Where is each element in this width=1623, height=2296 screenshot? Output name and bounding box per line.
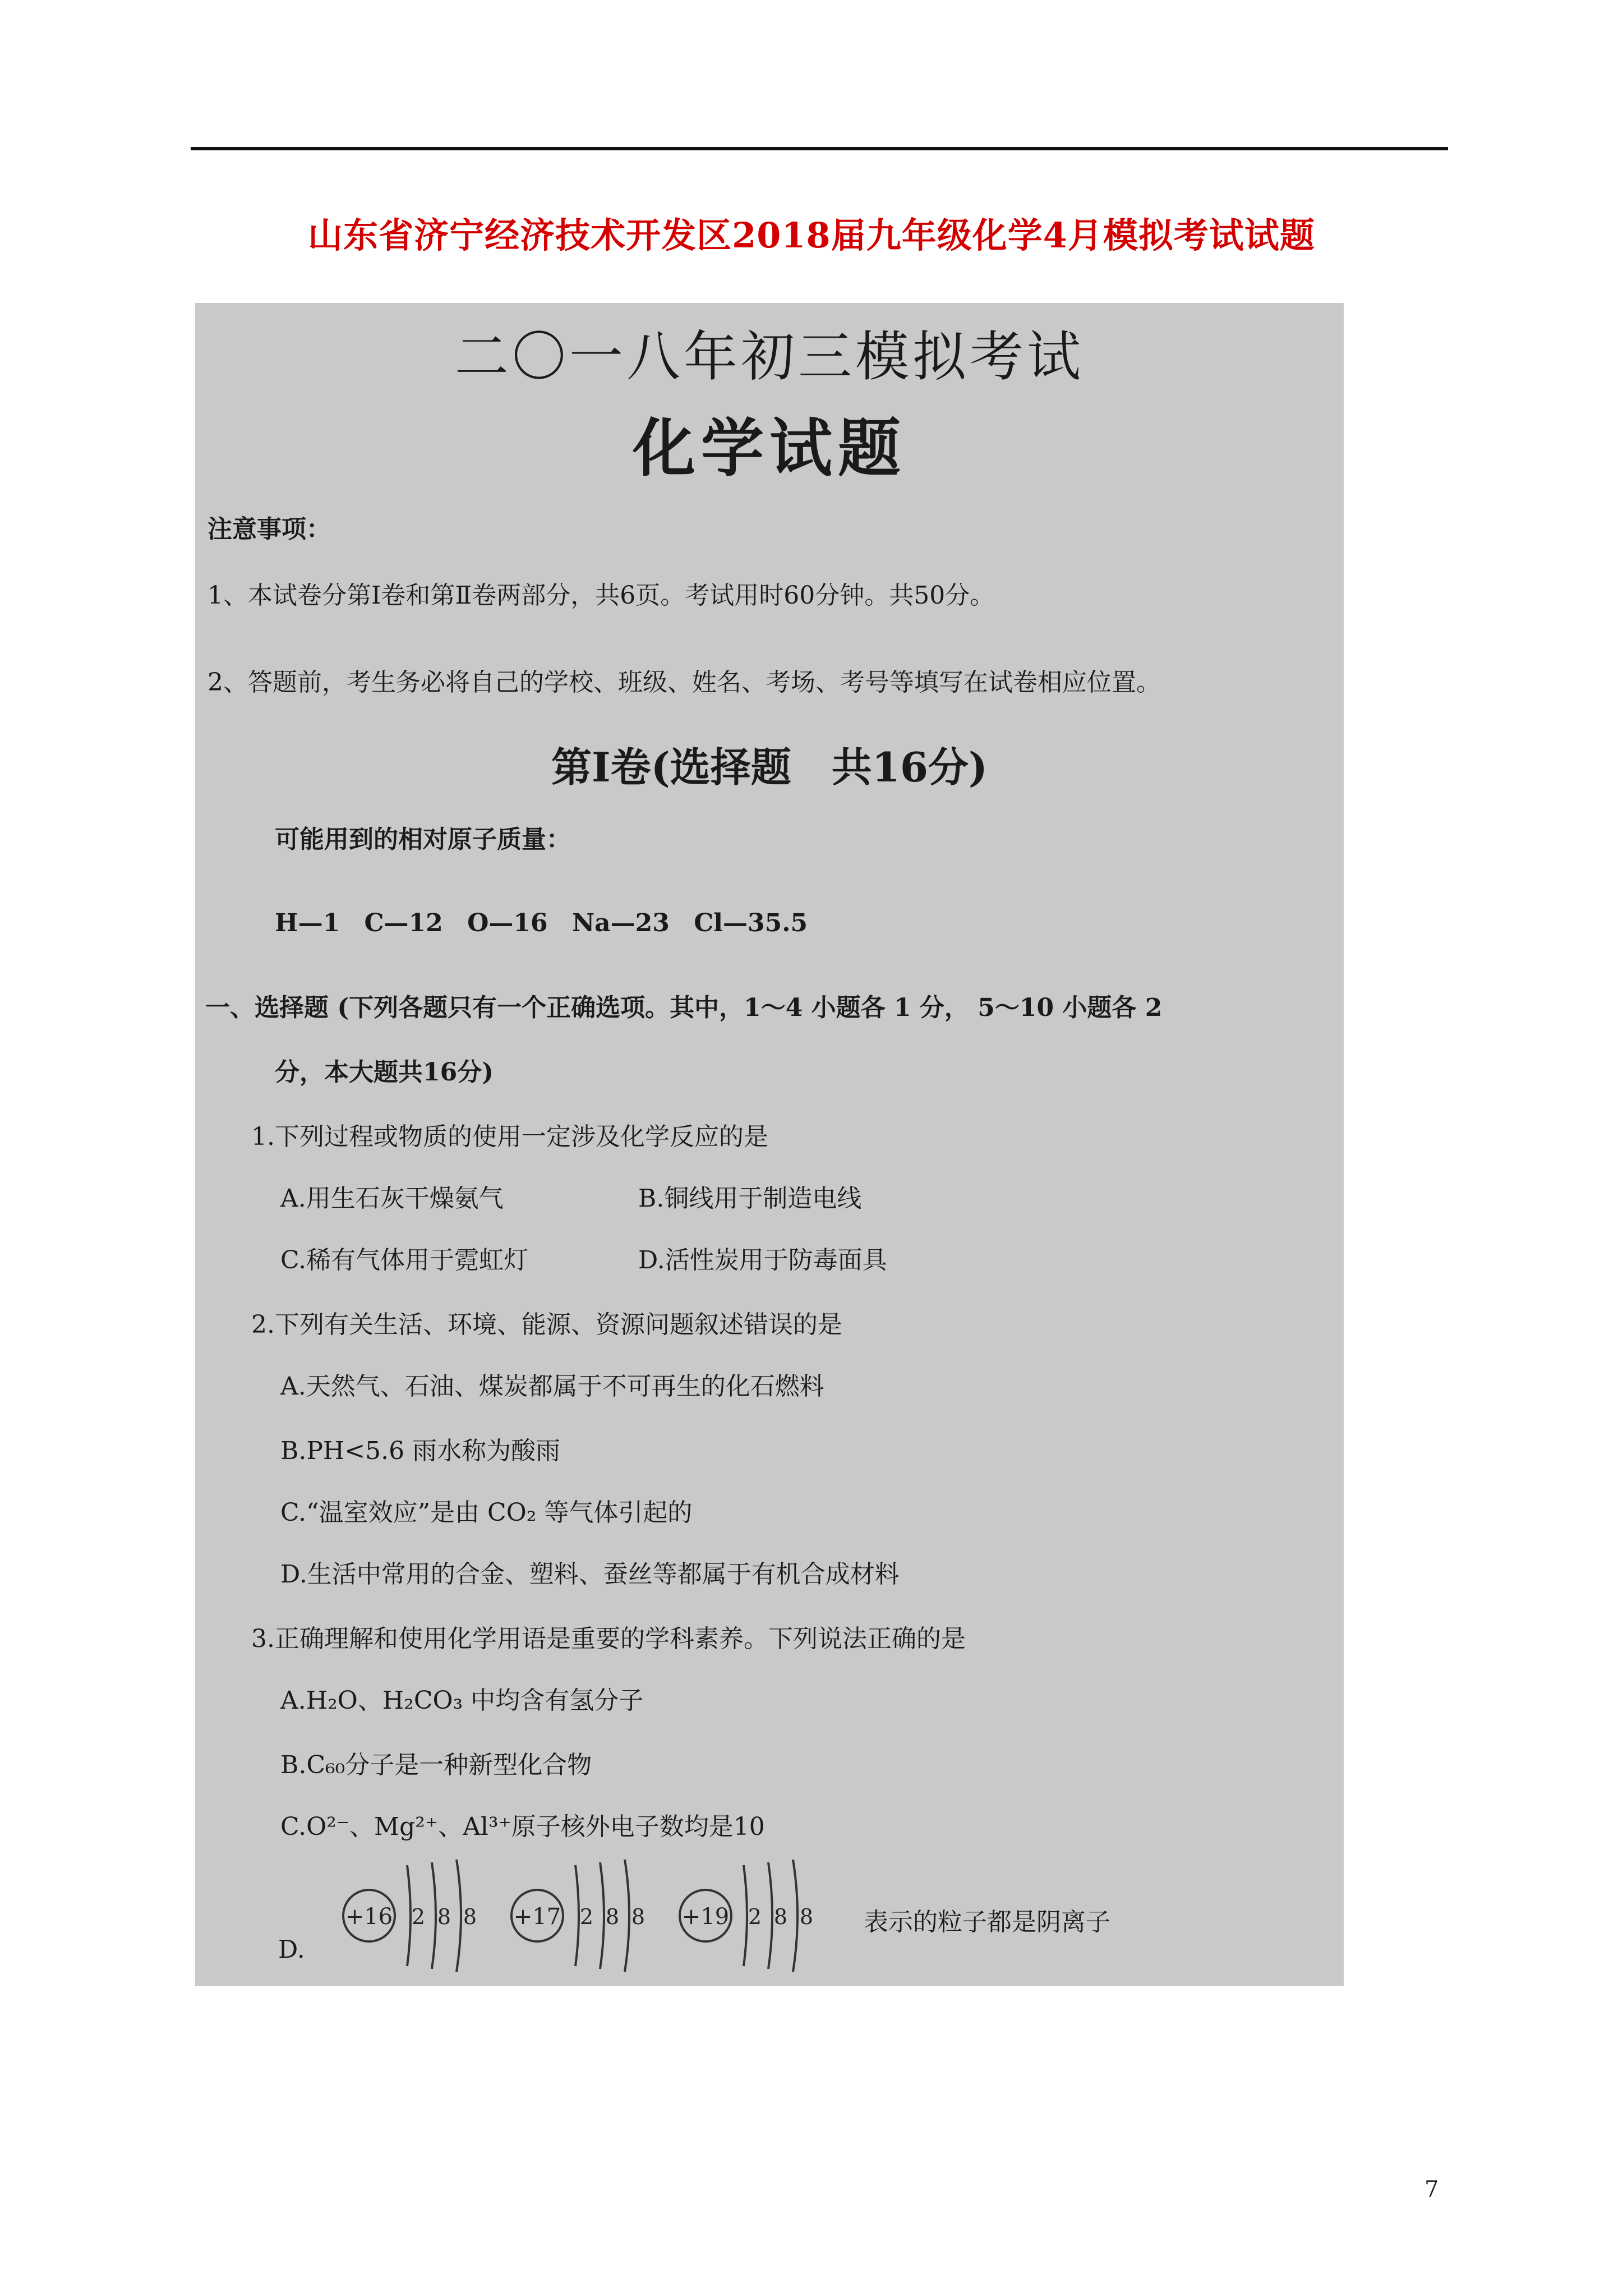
page-header-title: 山东省济宁经济技术开发区2018届九年级化学4月模拟考试试题: [308, 215, 1315, 256]
ion-diagram-2: [511, 1860, 645, 1972]
ion-2-shell-1: 2: [579, 1904, 594, 1929]
ion-2-shell-2: 8: [605, 1904, 620, 1929]
question-1-stem: 1.下列过程或物质的使用一定涉及化学反应的是: [251, 1122, 768, 1151]
ion-structure-diagrams: [335, 1843, 868, 1986]
ion-3-shell-2: 8: [773, 1904, 788, 1929]
question-3-stem: 3.正确理解和使用化学用语是重要的学科素养。下列说法正确的是: [251, 1625, 966, 1653]
ion-1-nucleus: +16: [345, 1904, 393, 1930]
exam-title-subject: 化学试题: [633, 412, 906, 485]
question-2-option-b: B.PH<5.6 雨水称为酸雨: [280, 1437, 561, 1465]
ion-diagram-1: [343, 1860, 477, 1972]
question-2-option-c: C.“温室效应”是由 CO₂ 等气体引起的: [280, 1498, 693, 1527]
ion-1-shell-1: 2: [411, 1904, 426, 1929]
ion-3-shell-3: 8: [799, 1904, 814, 1929]
ion-1-shell-2: 8: [437, 1904, 451, 1929]
part-one-title: 第Ⅰ卷(选择题 共16分): [551, 743, 988, 791]
ion-3-nucleus: +19: [681, 1904, 730, 1930]
question-1-option-a: A.用生石灰干燥氨气: [280, 1184, 504, 1213]
ion-2-nucleus: +17: [513, 1904, 561, 1930]
question-3-option-a: A.H₂O、H₂CO₃ 中均含有氢分子: [280, 1686, 644, 1715]
question-3-option-c: C.O²⁻、Mg²⁺、Al³⁺原子核外电子数均是10: [280, 1812, 765, 1841]
header-rule: [191, 147, 1448, 150]
page-number: 7: [1424, 2177, 1439, 2202]
ion-diagram-3: [680, 1860, 813, 1972]
question-3-option-d-label: D.: [278, 1935, 305, 1964]
question-3-option-b: B.C₆₀分子是一种新型化合物: [280, 1751, 592, 1779]
question-2-option-d: D.生活中常用的合金、塑料、蚕丝等都属于有机合成材料: [280, 1560, 900, 1589]
ion-2-shell-3: 8: [631, 1904, 645, 1929]
atomic-mass-values: H—1 C—12 O—16 Na—23 Cl—35.5: [275, 909, 808, 937]
question-2-stem: 2.下列有关生活、环境、能源、资源问题叙述错误的是: [251, 1310, 842, 1339]
question-1-option-c: C.稀有气体用于霓虹灯: [280, 1246, 529, 1274]
notice-heading: 注意事项：: [208, 515, 331, 544]
notice-item-2: 2、答题前，考生务必将自己的学校、班级、姓名、考场、考号等填写在试卷相应位置。: [208, 668, 1161, 697]
question-2-option-a: A.天然气、石油、煤炭都属于不可再生的化石燃料: [280, 1372, 824, 1401]
notice-item-1: 1、本试卷分第Ⅰ卷和第Ⅱ卷两部分，共6页。考试用时60分钟。共50分。: [208, 581, 995, 610]
question-1-option-b: B.铜线用于制造电线: [638, 1184, 862, 1213]
ion-1-shell-3: 8: [463, 1904, 477, 1929]
atomic-mass-label: 可能用到的相对原子质量：: [275, 825, 571, 854]
question-1-option-d: D.活性炭用于防毒面具: [638, 1246, 887, 1274]
exam-title-year: 二〇一八年初三模拟考试: [455, 325, 1084, 388]
question-3-option-d-text: 表示的粒子都是阴离子: [864, 1908, 1110, 1936]
exam-paper-photo: [195, 303, 1344, 1986]
section-heading-continued: 分，本大题共16分): [275, 1058, 494, 1087]
ion-3-shell-1: 2: [748, 1904, 762, 1929]
section-heading: 一、选择题 (下列各题只有一个正确选项。其中，1～4 小题各 1 分， 5～10 小题各 2: [205, 993, 1163, 1022]
